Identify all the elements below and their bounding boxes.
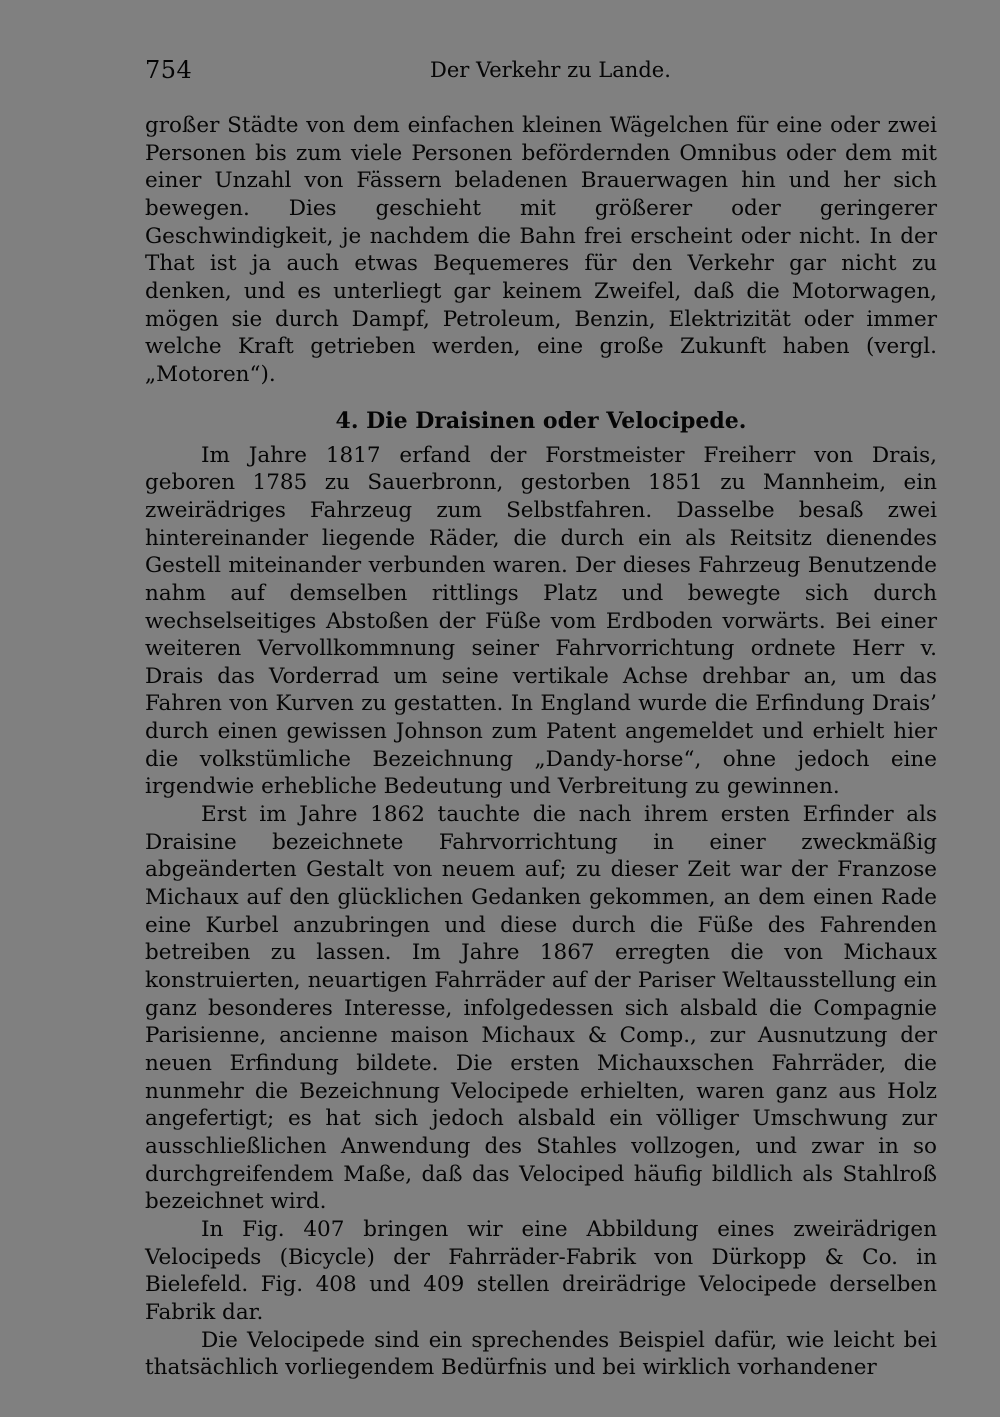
intro-paragraph: großer Städte von dem einfachen kleinen Wägelchen für eine oder zwei Personen bis zum viele Personen befördernden Omnibus oder dem mit einer Unzahl von Fässern beladenen Brauerwagen hin und her sich bewegen. Dies geschieht mit größerer oder geringerer Geschwindigkeit, je nachdem die Bahn frei erscheint oder nicht. In der That ist ja auch etwas Bequemeres für den Verkehr gar nicht zu denken, und es unterliegt gar keinem Zweifel, daß die Motorwagen, mögen sie durch Dampf, Petroleum, Benzin, Elektrizität oder immer welche Kraft getrieben werden, eine große Zukunft haben (vergl. „Motoren“). [145, 113, 937, 387]
body-text [145, 112, 937, 1382]
paragraph-closing: Die Velocipede sind ein sprechendes Beispiel dafür, wie leicht bei thatsächlich vorliegendem Bedürfnis und bei wirklich vorhandener [145, 1327, 937, 1381]
page-number: 754 [145, 56, 193, 84]
section-heading: 4. Die Draisinen oder Velocipede. [335, 407, 747, 434]
paragraph-figures: In Fig. 407 bringen wir eine Abbildung eines zweirädrigen Velocipeds (Bicycle) der Fahrräder-Fabrik von Dürkopp & Co. in Bielefeld. Fig. 408 und 409 stellen dreirädrige Velocipede derselben Fabrik dar. [145, 1216, 937, 1325]
running-title: Der Verkehr zu Lande. [430, 58, 671, 82]
paragraph-drais: Im Jahre 1817 erfand der Forstmeister Freiherr von Drais, geboren 1785 zu Sauerbronn, gestorben 1851 zu Mannheim, ein zweirädriges Fahrzeug zum Selbstfahren. Dasselbe besaß zwei hintereinander liegende Räder, die durch ein als Reitsitz dienendes Gestell miteinander verbunden waren. Der dieses Fahrzeug Benutzende nahm auf demselben rittlings Platz und bewegte sich durch wechselseitiges Abstoßen der Füße vom Erdboden vorwärts. Bei einer weiteren Vervollkommnung seiner Fahrvorrichtung ordnete Herr v. Drais das Vorderrad um seine vertikale Achse drehbar an, um das Fahren von Kurven zu gestatten. In England wurde die Erfindung Drais’ durch einen gewissen Johnson zum Patent angemeldet und erhielt hier die volkstümliche Bezeichnung „Dandy-horse“, ohne jedoch eine irgendwie erhebliche Bedeutung und Verbreitung zu gewinnen. [145, 442, 937, 800]
paragraph-michaux: Erst im Jahre 1862 tauchte die nach ihrem ersten Erfinder als Draisine bezeichnete Fahrvorrichtung in einer zweckmäßig abgeänderten Gestalt von neuem auf; zu dieser Zeit war der Franzose Michaux auf den glücklichen Gedanken gekommen, an dem einen Rade eine Kurbel anzubringen und diese durch die Füße des Fahrenden betreiben zu lassen. Im Jahre 1867 erregten die von Michaux konstruierten, neuartigen Fahrräder auf der Pariser Weltausstellung ein ganz besonderes Interesse, infolgedessen sich alsbald die Compagnie Parisienne, ancienne maison Michaux & Comp., zur Ausnutzung der neuen Erfindung bildete. Die ersten Michauxschen Fahrräder, die nunmehr die Bezeichnung Velocipede erhielten, waren ganz aus Holz angefertigt; es hat sich jedoch alsbald ein völliger Umschwung zur ausschließlichen Anwendung des Stahles vollzogen, und zwar in so durchgreifendem Maße, daß das Velociped häufig bildlich als Stahlroß bezeichnet wird. [145, 802, 937, 1215]
running-head [145, 56, 935, 90]
